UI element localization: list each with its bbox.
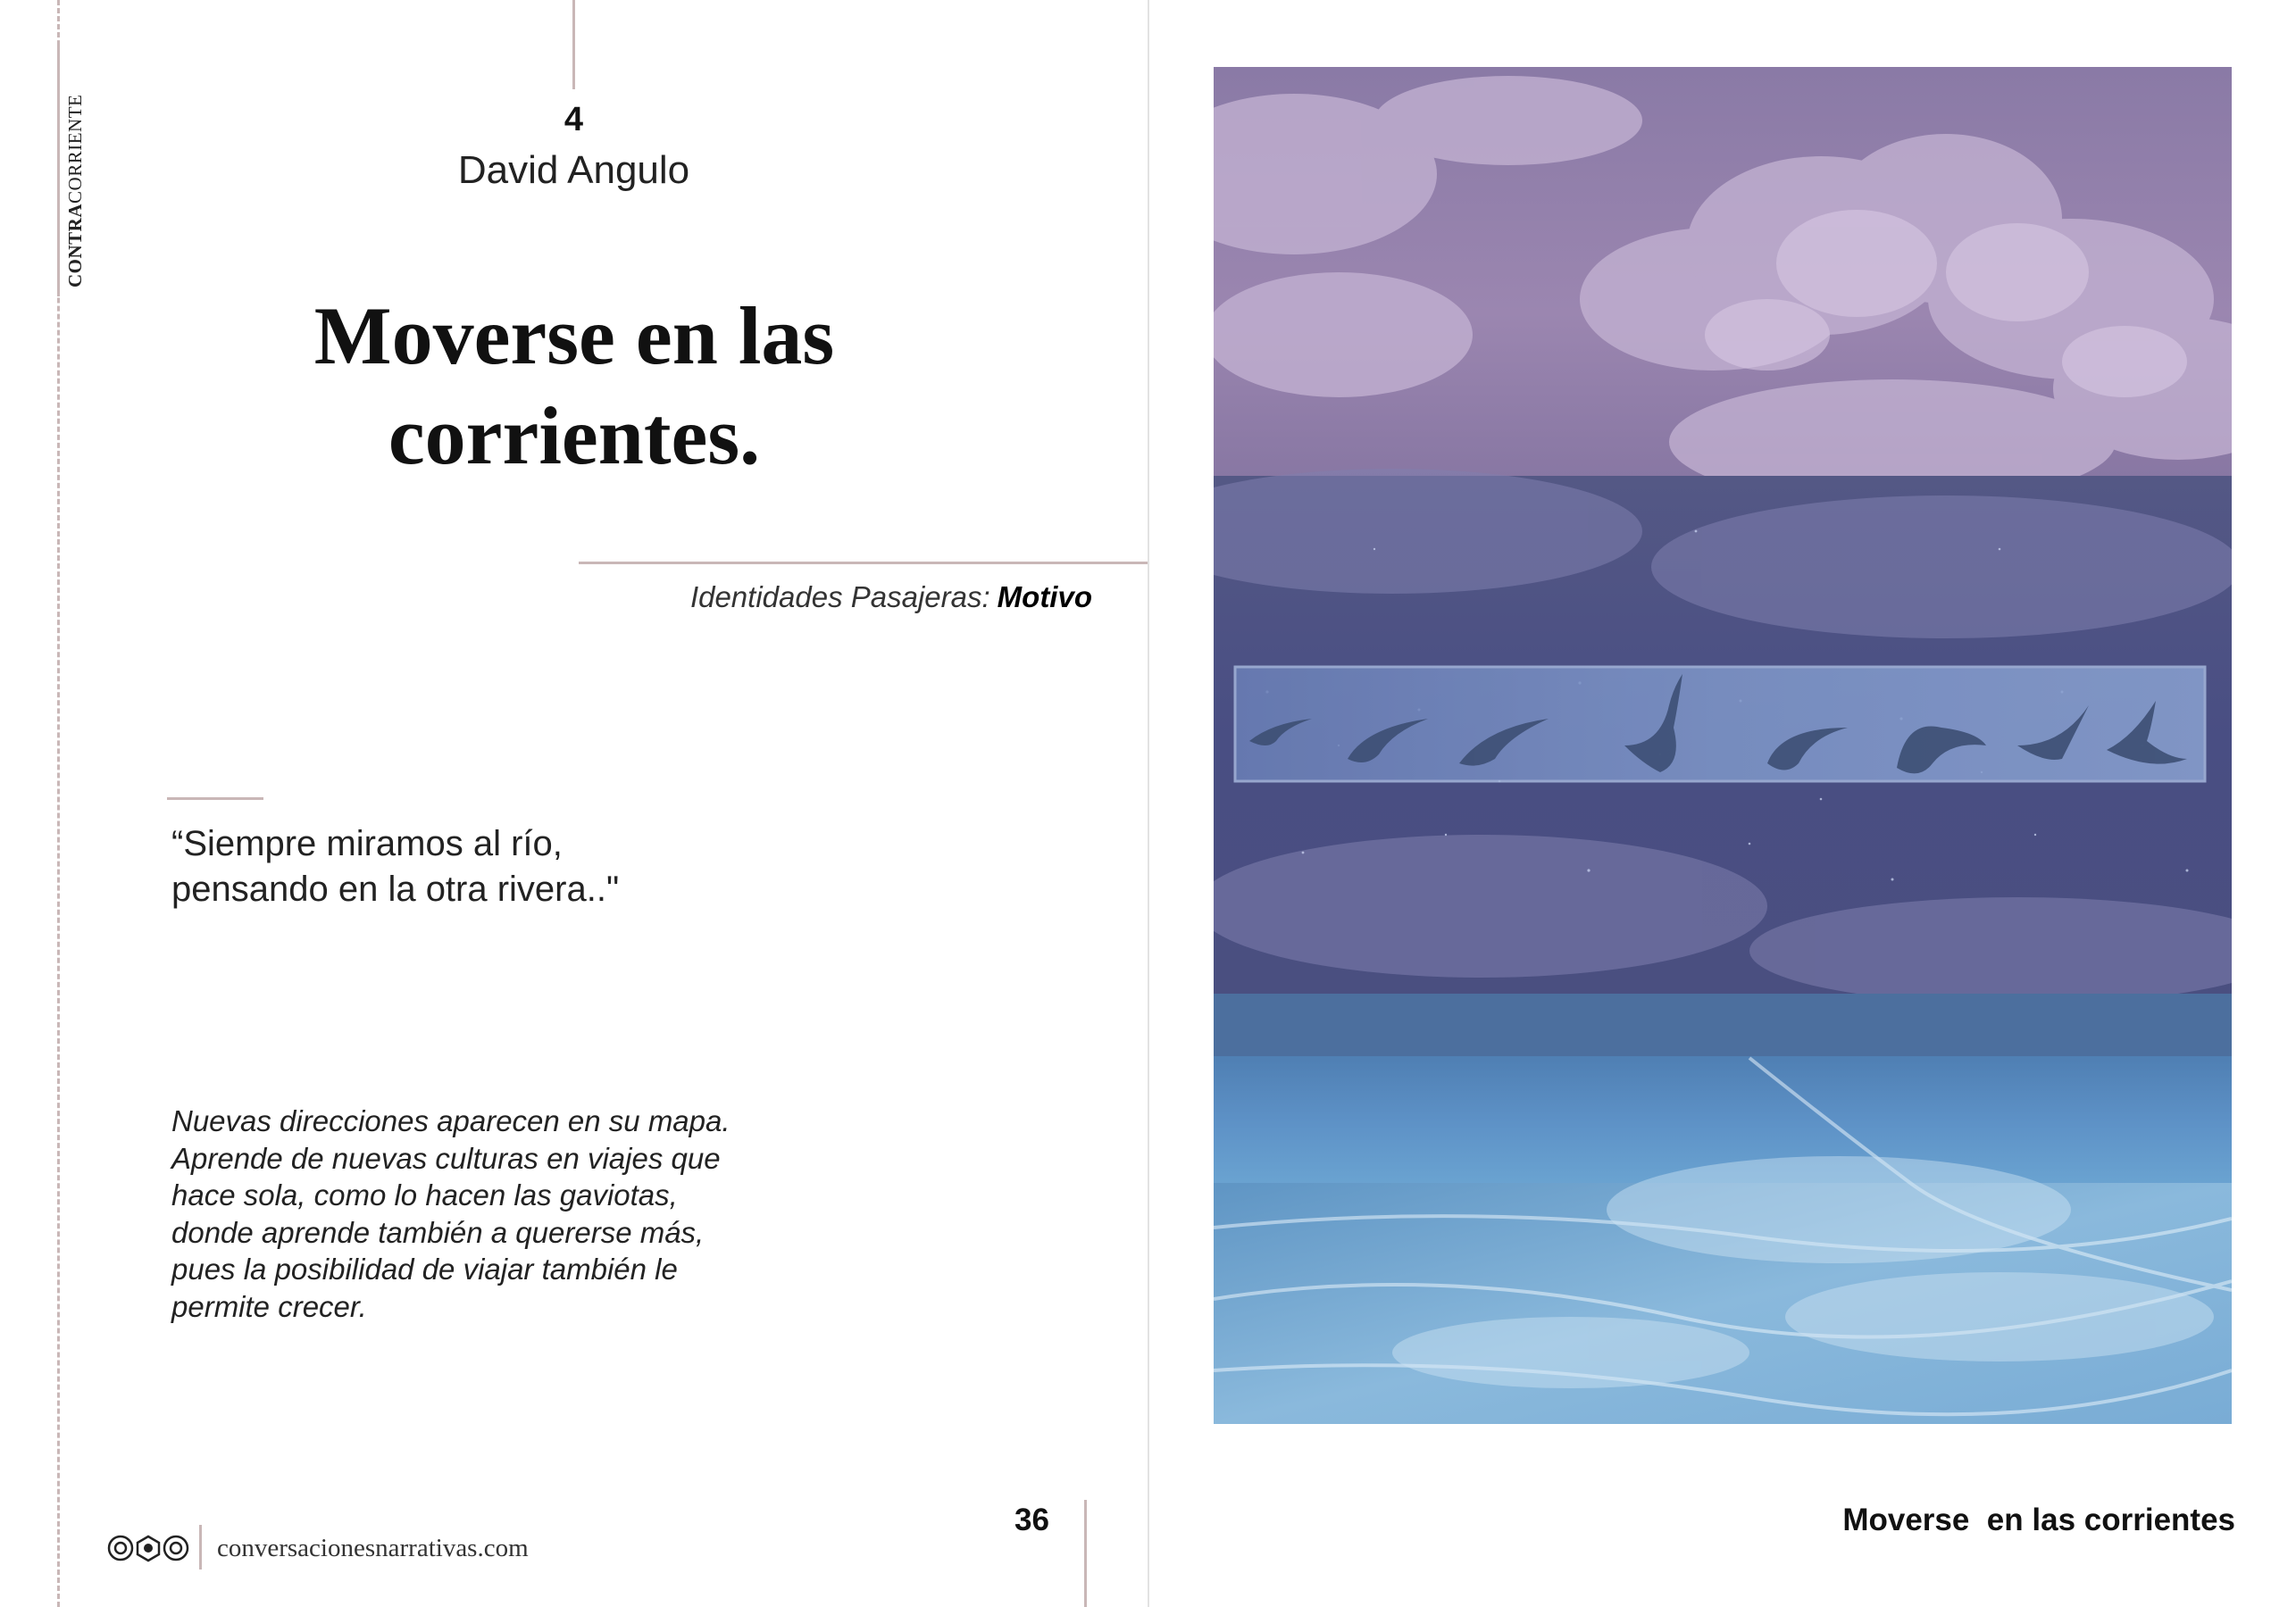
body-line: Nuevas direcciones aparecen en su mapa.: [171, 1104, 731, 1137]
cc-icon: [109, 1536, 132, 1560]
title-line-1: Moverse en las: [313, 290, 835, 381]
body-line: permite crecer.: [171, 1289, 367, 1323]
body-line: pues la posibilidad de viajar también le: [171, 1253, 678, 1286]
subtitle-divider: [579, 562, 1148, 564]
chapter-number: 4: [564, 101, 584, 138]
top-divider: [572, 0, 575, 89]
body-line: Aprende de nuevas culturas en viajes que: [171, 1141, 721, 1175]
website-link[interactable]: conversacionesnarrativas.com: [217, 1534, 529, 1562]
collage-image: [1214, 67, 2232, 1424]
article-title: [223, 286, 925, 486]
license-icons: [107, 1534, 189, 1567]
quote-line-1: “Siempre miramos al río,: [171, 824, 563, 863]
quote-line-2: pensando en la otra rivera..": [171, 870, 620, 909]
bottom-divider: [1084, 1500, 1087, 1607]
by-icon: [138, 1536, 159, 1561]
body-line: donde aprende también a quererse más,: [171, 1215, 705, 1249]
body-paragraph: [171, 1103, 743, 1325]
subtitle-label: Identidades Pasajeras:: [689, 580, 990, 613]
page-number: 36: [1014, 1503, 1049, 1537]
title-line-2: corrientes.: [388, 390, 761, 481]
author-name: David Angulo: [457, 148, 690, 192]
nc-icon: [164, 1536, 188, 1560]
brand-regular: CORRIENTE: [64, 94, 86, 204]
article-subtitle: [690, 580, 1092, 614]
subtitle-value: Motivo: [997, 580, 1092, 613]
footer-separator: [199, 1525, 202, 1570]
quote-divider: [167, 797, 263, 800]
page-gutter: [1148, 0, 1149, 1607]
body-line: hace sola, como lo hacen las gaviotas,: [171, 1178, 678, 1211]
running-title: Moverse en las corrientes: [1842, 1503, 2235, 1537]
brand-bold: CONTRA: [64, 203, 86, 287]
pull-quote: [171, 821, 797, 912]
